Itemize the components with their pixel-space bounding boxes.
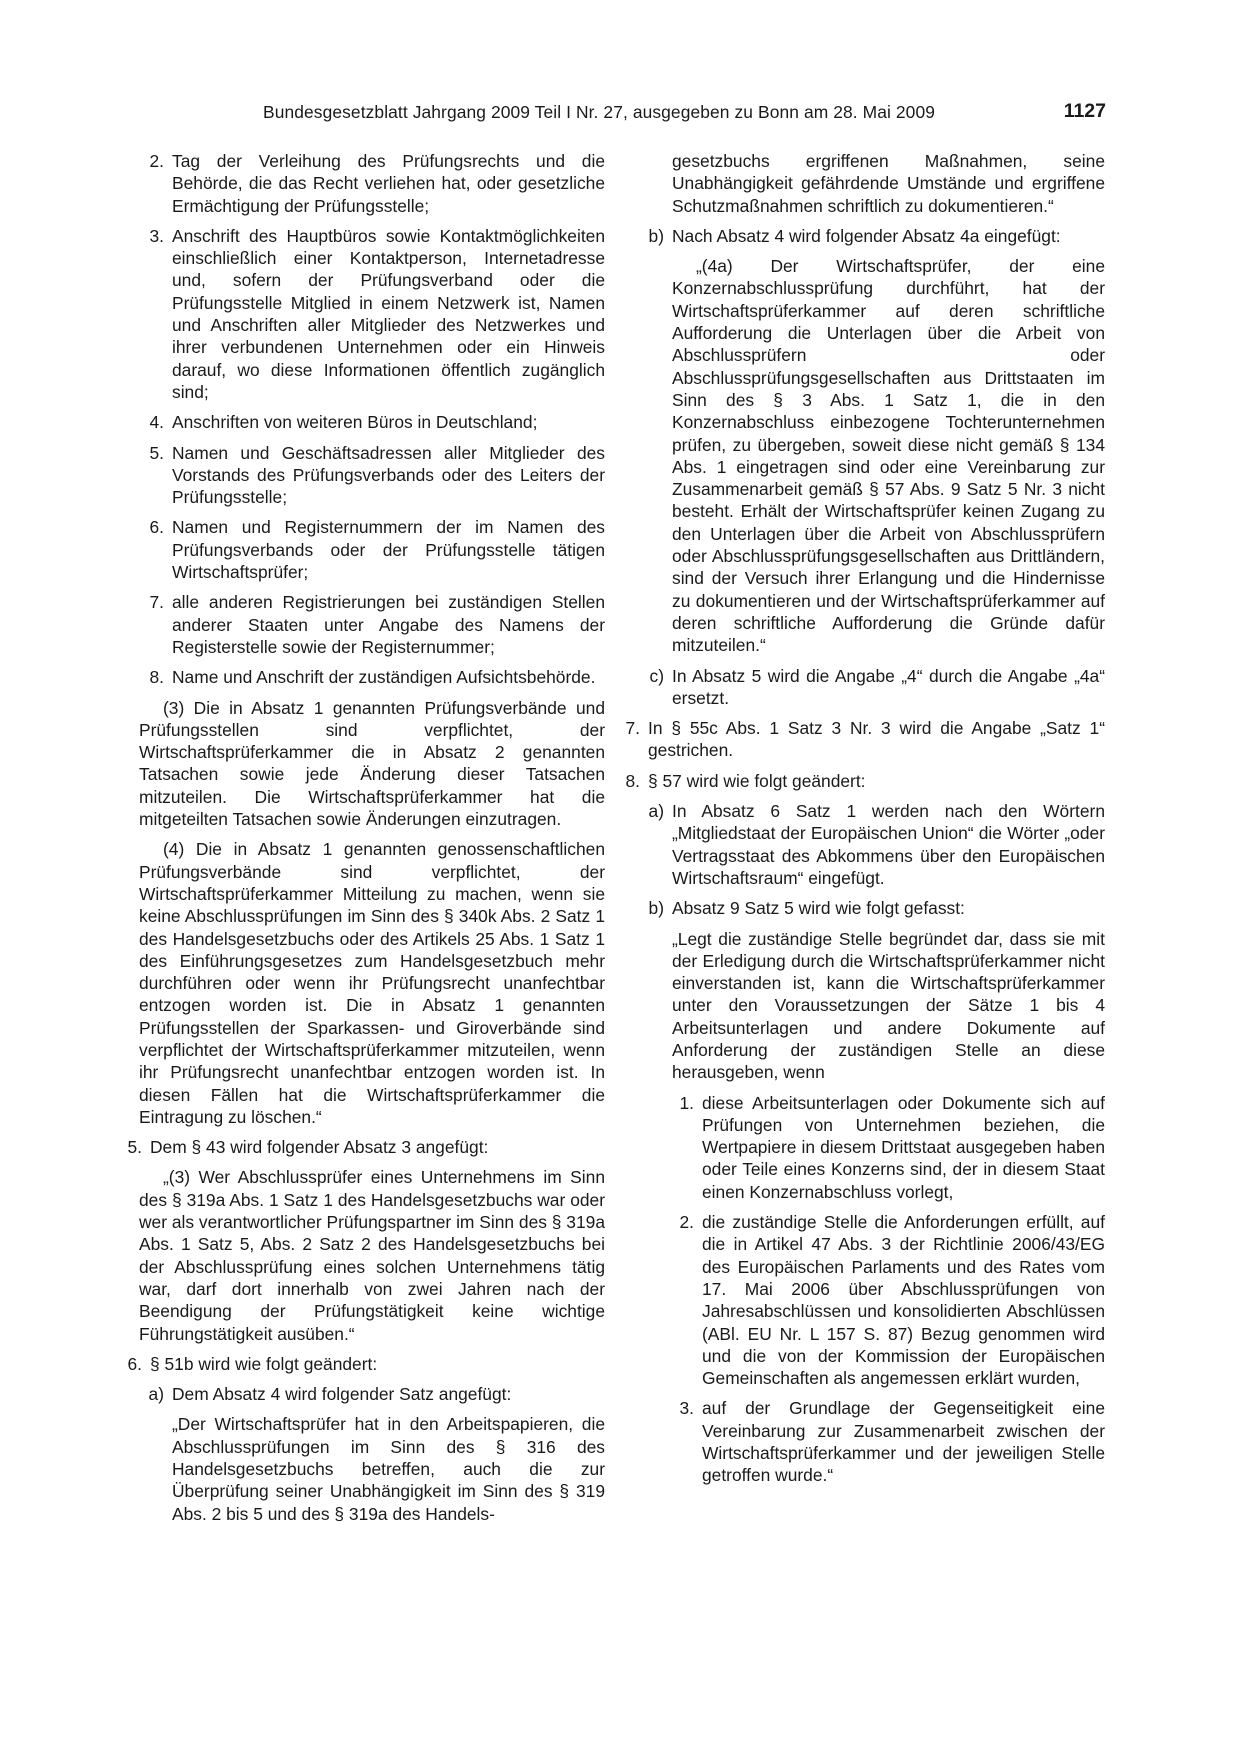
quoted-paragraph-43: „(3) Wer Abschlussprüfer eines Unternehmens im Sinn des § 319a Abs. 1 Satz 1 des Handelsgesetzbuchs war oder wer als verantwortlicher Prüfungspartner im Sinn des § 319a Abs. 1 Satz 5, Abs. 2 Satz 2 des Handelsgesetzbuchs bei der Abschlussprüfung eines solchen Unternehmens tätig war, darf dort innerhalb von zwei Jahren nach der Beendigung der Prüfungstätigkeit keine wichtige Führungstätigkeit ausüben.“ xyxy=(139,1167,605,1344)
item-letter: a) xyxy=(148,1384,164,1405)
item-text: Absatz 9 Satz 5 wird wie folgt gefasst: xyxy=(672,898,965,919)
item-number: 2. xyxy=(149,151,164,171)
gazette-header-text: Bundesgesetzblatt Jahrgang 2009 Teil I Nr. 27, ausgegeben zu Bonn am 28. Mai 2009 xyxy=(263,102,935,122)
item-text: Tag der Verleihung des Prüfungsrechts und die Behörde, die das Recht verliehen hat, oder gesetzliche Ermächtigung der Prüfungsstelle; xyxy=(172,151,605,216)
item-number: 8. xyxy=(149,667,164,688)
item-text: In Absatz 6 Satz 1 werden nach den Wörtern „Mitgliedstaat der Europäischen Union“ die Wörter „oder Vertragsstaat des Abkommens über den Europäischen Wirtschaftsraum“ eingefügt. xyxy=(672,801,1105,888)
sub-item xyxy=(646,800,1105,889)
item-text: In Absatz 5 wird die Angabe „4“ durch die Angabe „4a“ ersetzt. xyxy=(672,665,1105,708)
item-number: 8. xyxy=(625,770,640,791)
item-number: 3. xyxy=(149,225,164,246)
quoted-paragraph-51b-continued: gesetzbuchs ergriffenen Maßnahmen, seine Unabhängigkeit gefährdende Umstände und ergriffene Schutzmaßnahmen schriftlich zu dokumentieren.“ xyxy=(672,151,1105,216)
running-header xyxy=(263,100,1106,130)
sub-item xyxy=(646,897,1105,919)
right-column xyxy=(625,150,1105,1495)
item-number: 6. xyxy=(149,517,164,538)
list-item xyxy=(139,666,605,688)
quoted-paragraph-51b: „Der Wirtschaftsprüfer hat in den Arbeitspapieren, die Abschlussprüfungen im Sinn des § 316 des Handelsgesetzbuchs betreffen, auch die zur Überprüfung seiner Unabhängigkeit im Sinn des § 319 Abs. 2 bis 5 und des § 319a des Handels- xyxy=(172,1414,605,1524)
item-text: Anschrift des Hauptbüros sowie Kontaktmöglichkeiten einschließlich einer Kontaktperson, Internetadresse und, sofern der Prüfungsverband oder die Prüfungsstelle Mitglied in einem Netzwerk ist, Namen und Anschriften aller Mitglieder des Netzwerkes und ihrer verbundenen Unternehmen oder ein Hinweis darauf, wo diese Informationen öffentlich zugänglich sind; xyxy=(172,225,605,402)
sub-item xyxy=(646,665,1105,710)
item-text: auf der Grundlage der Gegenseitigkeit eine Vereinbarung zur Zusammenarbeit zwischen der Wirtschaftsprüferkammer und der jeweiligen Stelle getroffen wurde.“ xyxy=(702,1398,1105,1486)
item-letter: c) xyxy=(649,665,664,686)
sub-item xyxy=(646,225,1105,247)
list-item xyxy=(139,516,605,583)
item-text: diese Arbeitsunterlagen oder Dokumente sich auf Prüfungen von Unternehmen beziehen, die Wertpapiere in diesem Drittstaat ausgegeben haben oder Teile eines Konzerns sind, der in diesem Staat einen Konzernabschluss vorlegt, xyxy=(702,1092,1105,1202)
amendment-item xyxy=(622,717,1105,762)
item-number: 7. xyxy=(149,592,164,613)
sub-item xyxy=(139,1383,605,1405)
list-item xyxy=(672,1211,1105,1389)
item-text: Name und Anschrift der zuständigen Aufsichtsbehörde. xyxy=(172,667,596,688)
item-text: § 57 wird wie folgt geändert: xyxy=(648,770,866,791)
item-number: 5. xyxy=(149,442,164,463)
left-column xyxy=(127,150,605,1533)
item-letter: a) xyxy=(648,801,664,822)
item-text: Namen und Registernummern der im Namen des Prüfungsverbands oder der Prüfungsstelle tätigen Wirtschaftsprüfer; xyxy=(172,517,605,583)
item-text: In § 55c Abs. 1 Satz 3 Nr. 3 wird die Angabe „Satz 1“ gestrichen. xyxy=(648,718,1105,761)
amendment-item xyxy=(622,770,1105,792)
item-number: 6. xyxy=(127,1353,142,1374)
quoted-paragraph-57: „Legt die zuständige Stelle begründet dar, dass sie mit der Erledigung durch die Wirtschaftsprüferkammer nicht einverstanden ist, kann die Wirtschaftsprüferkammer unter den Voraussetzungen der Sätze 1 bis 4 Arbeitsunterlagen und andere Dokumente auf Anforderung der zuständigen Stelle an diese herausgeben, wenn xyxy=(672,928,1105,1083)
item-text: Dem Absatz 4 wird folgender Satz angefügt: xyxy=(172,1384,512,1405)
item-text: § 51b wird wie folgt geändert: xyxy=(150,1353,378,1374)
list-item xyxy=(139,411,605,433)
amendment-item xyxy=(117,1136,605,1158)
item-number: 1. xyxy=(679,1092,694,1113)
item-text: Anschriften von weiteren Büros in Deutschland; xyxy=(172,412,538,433)
page-number: 1127 xyxy=(1063,100,1106,122)
item-text: Nach Absatz 4 wird folgender Absatz 4a eingefügt: xyxy=(672,225,1061,246)
list-item xyxy=(139,225,605,403)
item-text: Dem § 43 wird folgender Absatz 3 angefügt: xyxy=(150,1137,489,1158)
item-number: 2. xyxy=(679,1212,694,1233)
list-item xyxy=(672,1092,1105,1203)
paragraph-4: (4) Die in Absatz 1 genannten genossenschaftlichen Prüfungsverbände sind verpflichtet, der Wirtschaftsprüferkammer Mitteilung zu machen, wenn sie keine Abschlussprüfungen im Sinn des § 340k Abs. 2 Satz 1 des Handelsgesetzbuchs oder des Artikels 25 Abs. 1 Satz 1 des Einführungsgesetzes zum Handelsgesetzbuch mehr durchführen oder wenn ihr Prüfungsrecht unanfechtbar entzogen worden ist. Die in Absatz 1 genannten Prüfungsstellen der Sparkassen- und Giroverbände sind verpflichtet der Wirtschaftsprüferkammer mitzuteilen, wenn ihr Prüfungsrecht unanfechtbar entzogen worden ist. In diesen Fällen hat die Wirtschaftsprüferkammer die Eintragung zu löschen.“ xyxy=(139,839,605,1127)
item-text: die zuständige Stelle die Anforderungen erfüllt, auf die in Artikel 47 Abs. 3 der Richtlinie 2006/43/EG des Europäischen Parlaments und des Rates vom 17. Mai 2006 über Abschlussprüfungen von Jahresabschlüssen und konsolidierten Abschlüssen (ABl. EU Nr. L 157 S. 87) Bezug genommen wird und die von der Kommission der Europäischen Gemeinschaften als angemessen erklärt wurden, xyxy=(702,1212,1105,1389)
quoted-paragraph-4a: „(4a) Der Wirtschaftsprüfer, der eine Konzernabschlussprüfung durchführt, hat der Wirtschaftsprüferkammer auf deren schriftliche Aufforderung die Unterlagen über die Arbeit von Abschlussprüfern oder Abschlussprüfungsgesellschaften aus Drittstaaten im Sinn des § 3 Abs. 1 Satz 1, die in den Konzernabschluss einbezogene Tochterunternehmen prüfen, zu übergeben, soweit diese nicht gemäß § 134 Abs. 1 eingetragen sind oder eine Vereinbarung zur Zusammenarbeit gemäß § 57 Abs. 9 Satz 5 Nr. 3 nicht besteht. Erhält der Wirtschaftsprüfer keinen Zugang zu den Unterlagen über die Arbeit von Abschlussprüfern oder Abschlussprüfungsgesellschaften aus Drittländern, sind der Versuch ihrer Erlangung und die Hindernisse zu dokumentieren und der Wirtschaftsprüferkammer auf deren schriftliche Aufforderung die Gründe dafür mitzuteilen.“ xyxy=(672,256,1105,656)
item-letter: b) xyxy=(648,225,664,246)
item-letter: b) xyxy=(648,898,664,919)
item-text: alle anderen Registrierungen bei zuständigen Stellen anderer Staaten unter Angabe des Namens der Registerstelle sowie der Registernummer; xyxy=(172,592,605,657)
list-item xyxy=(672,1397,1105,1486)
amendment-item xyxy=(117,1353,605,1375)
paragraph-3: (3) Die in Absatz 1 genannten Prüfungsverbände und Prüfungsstellen sind verpflichtet, der Wirtschaftsprüferkammer die in Absatz 2 genannten Tatsachen sowie jede Änderung dieser Tatsachen mitzuteilen. Die Wirtschaftsprüferkammer hat die mitgeteilten Tatsachen sowie Änderungen einzutragen. xyxy=(139,697,605,830)
item-number: 3. xyxy=(679,1398,694,1419)
item-text: Namen und Geschäftsadressen aller Mitglieder des Vorstands des Prüfungsverbands oder des Leiters der Prüfungsstelle; xyxy=(172,442,605,508)
item-number: 7. xyxy=(625,718,640,739)
item-number: 5. xyxy=(127,1137,142,1158)
list-item xyxy=(139,442,605,509)
list-item xyxy=(139,591,605,658)
list-item xyxy=(139,150,605,217)
item-number: 4. xyxy=(149,412,164,433)
